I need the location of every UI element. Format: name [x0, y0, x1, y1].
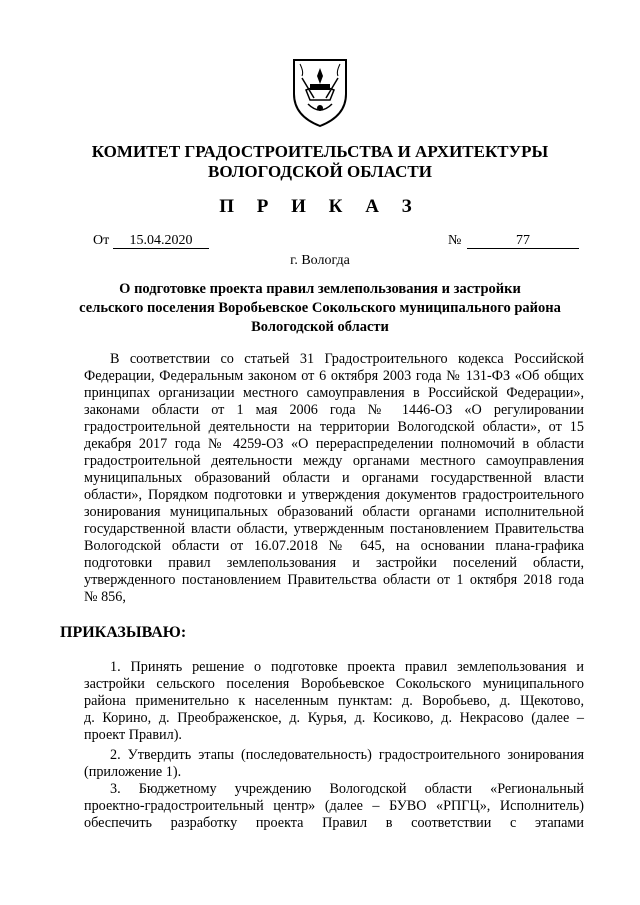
preamble-line: подготовки правил землепользования и застройки поселений области,	[84, 555, 584, 571]
order-item-line: проектно-градостроительный центр» (далее – БУВО «РПГЦ», Исполнитель)	[84, 798, 584, 814]
order-item-line: д. Корино, д. Преображенское, д. Курья, д. Косиково, д. Некрасово (далее –	[84, 710, 584, 726]
document-number: 77	[467, 233, 579, 249]
order-item-line: обеспечить разработку проекта Правил в соответствии с этапами	[84, 815, 584, 831]
preamble-line: Федерации, Федеральным законом от 6 октября 2003 года № 131-ФЗ «Об общих	[84, 368, 584, 384]
document-type-title: П Р И К А З	[219, 196, 421, 217]
preamble-line: зонирования муниципальных образований области органами исполнительной	[84, 504, 584, 520]
order-item-line: 1. Принять решение о подготовке проекта правил землепользования и	[110, 659, 584, 675]
order-heading: ПРИКАЗЫВАЮ:	[60, 624, 187, 641]
date-label: От	[93, 233, 110, 248]
order-item-line: 3. Бюджетному учреждению Вологодской области «Региональный	[110, 781, 584, 797]
preamble-line: государственной власти области, утвержденным постановлением Правительства	[84, 521, 584, 537]
preamble-line: градостроительной деятельности между органами местного самоуправления	[84, 453, 584, 469]
preamble-line: утвержденного постановлением Правительства области от 1 октября 2018 года	[84, 572, 584, 588]
org-name-line-1: КОМИТЕТ ГРАДОСТРОИТЕЛЬСТВА И АРХИТЕКТУРЫ	[91, 142, 549, 161]
preamble-line: принципах организации местного самоуправления в Российской Федерации»,	[84, 385, 584, 401]
preamble-line: законами области от 1 мая 2006 года № 1446-ОЗ «О регулировании	[84, 402, 584, 418]
order-item-line: проект Правил).	[84, 727, 182, 743]
coat-of-arms-icon	[290, 54, 350, 128]
preamble-line: градостроительной деятельности на территории Вологодской области», от 15	[84, 419, 584, 435]
document-city: г. Вологда	[290, 253, 350, 268]
number-label: №	[448, 233, 462, 248]
subject-line: сельского поселения Воробьевское Сокольского муниципального района	[79, 300, 561, 316]
subject-line: О подготовке проекта правил землепользования и застройки	[119, 281, 521, 297]
order-item-line: 2. Утвердить этапы (последовательность) градостроительного зонирования	[110, 747, 584, 763]
preamble-line: области», Порядком подготовки и утверждения документов градостроительного	[84, 487, 584, 503]
preamble-line: № 856,	[84, 589, 126, 605]
preamble-line: декабря 2017 года № 4259-ОЗ «О перераспределении полномочий в области	[84, 436, 584, 452]
subject-line: Вологодской области	[251, 319, 389, 335]
preamble-line: муниципальных образований области и органами государственной власти	[84, 470, 584, 486]
order-item-line: района применительно к населенным пунктам: д. Воробьево, д. Щекотово,	[84, 693, 584, 709]
org-name-line-2: ВОЛОГОДСКОЙ ОБЛАСТИ	[208, 162, 432, 181]
order-item-line: (приложение 1).	[84, 764, 182, 780]
preamble-line: В соответствии со статьей 31 Градостроительного кодекса Российской	[110, 351, 584, 367]
preamble-line: Вологодской области от 16.07.2018 № 645, на основании плана-графика	[84, 538, 584, 554]
document-date: 15.04.2020	[113, 233, 209, 249]
order-item-line: застройки сельского поселения Воробьевское Сокольского муниципального	[84, 676, 584, 692]
